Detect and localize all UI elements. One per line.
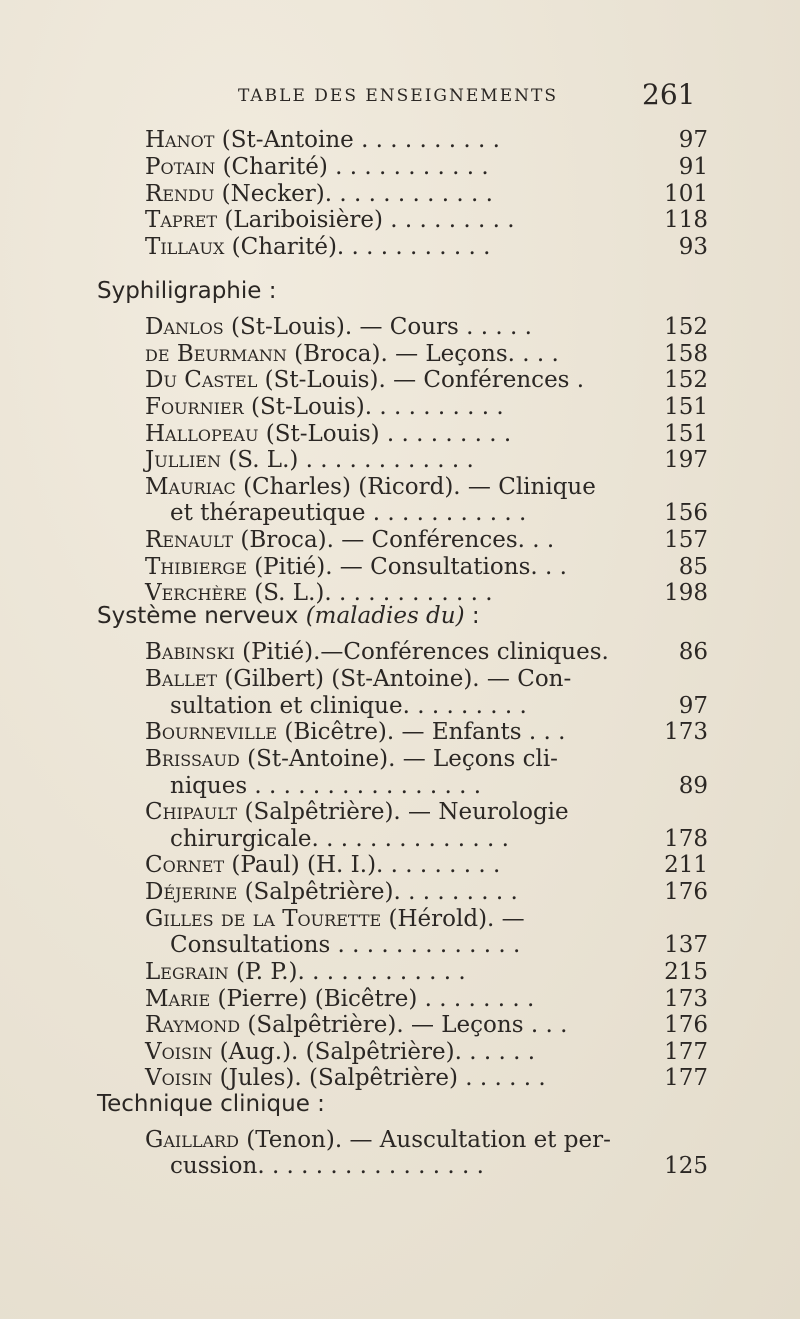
list-item: chirurgicale. . . . . . . . . . . . . . 178 [170, 826, 708, 852]
entry-page: 91 [678, 154, 708, 180]
list-item: Babinski (Pitié).—Conférences cliniques. 86 [145, 639, 708, 665]
entry-page: 137 [664, 932, 708, 958]
list-item: Jullien (S. L.) . . . . . . . . . . . . 197 [145, 447, 708, 473]
list-item: Du Castel (St-Louis). — Conférences . 152 [145, 367, 708, 393]
author-name: Hanot [145, 127, 215, 153]
list-item: de Beurmann (Broca). — Leçons. . . . 158 [145, 341, 708, 367]
list-item: Hanot (St-Antoine . . . . . . . . . . 97 [145, 127, 708, 153]
list-item: niques . . . . . . . . . . . . . . . . 89 [170, 773, 708, 799]
entry-page: 211 [664, 852, 708, 878]
entry-page: 177 [664, 1065, 708, 1091]
entry-page: 93 [678, 234, 708, 260]
list-item: Rendu (Necker). . . . . . . . . . . . 101 [145, 181, 708, 207]
entry-page: 158 [664, 341, 708, 367]
author-name: Thibierge [145, 554, 247, 580]
entry-page: 198 [664, 580, 708, 606]
author-name: Fournier [145, 394, 244, 420]
author-name: Du Castel [145, 367, 258, 393]
list-item: Marie (Pierre) (Bicêtre) . . . . . . . . 173 [145, 986, 708, 1012]
list-item: Renault (Broca). — Conférences. . . 157 [145, 527, 708, 553]
list-item: Mauriac (Charles) (Ricord). — Clinique [145, 474, 596, 500]
entry-page: 197 [664, 447, 708, 473]
author-name: Raymond [145, 1012, 241, 1038]
author-name: Voisin [145, 1065, 213, 1091]
section-heading-systeme-nerveux: Système nerveux (maladies du) : [97, 603, 480, 629]
list-item: cussion. . . . . . . . . . . . . . . . 125 [170, 1153, 708, 1179]
list-item: Ballet (Gilbert) (St-Antoine). — Con- [145, 666, 572, 692]
list-item: Bourneville (Bicêtre). — Enfants . . . 173 [145, 719, 708, 745]
entry-page: 176 [664, 1012, 708, 1038]
entry-page: 118 [664, 207, 708, 233]
list-item: Thibierge (Pitié). — Consultations. . . 85 [145, 554, 708, 580]
list-item: Legrain (P. P.). . . . . . . . . . . . 215 [145, 959, 708, 985]
author-name: Chipault [145, 799, 238, 825]
entry-page: 173 [664, 986, 708, 1012]
list-item: Déjerine (Salpêtrière). . . . . . . . . 176 [145, 879, 708, 905]
author-name: Brissaud [145, 746, 240, 772]
entry-page: 177 [664, 1039, 708, 1065]
list-item: Hallopeau (St-Louis) . . . . . . . . . 151 [145, 421, 708, 447]
author-name: Danlos [145, 314, 224, 340]
list-item: Voisin (Jules). (Salpêtrière) . . . . . . 177 [145, 1065, 708, 1091]
list-item: Raymond (Salpêtrière). — Leçons . . . 176 [145, 1012, 708, 1038]
list-item: Consultations . . . . . . . . . . . . . 137 [170, 932, 708, 958]
list-item: Chipault (Salpêtrière). — Neurologie [145, 799, 569, 825]
section-heading-syphiligraphie: Syphiligraphie : [97, 278, 277, 304]
entry-page: 97 [678, 693, 708, 719]
entry-page: 157 [664, 527, 708, 553]
running-title: TABLE DES ENSEIGNEMENTS [238, 86, 558, 106]
list-item: Danlos (St-Louis). — Cours . . . . . 152 [145, 314, 708, 340]
entry-page: 151 [664, 421, 708, 447]
entry-page: 215 [664, 959, 708, 985]
author-name: Cornet [145, 852, 225, 878]
author-name: de Beurmann [145, 341, 287, 367]
entry-page: 101 [664, 181, 708, 207]
author-name: Potain [145, 154, 216, 180]
author-name: Gilles de la Tourette [145, 906, 382, 932]
list-item: Tapret (Lariboisière) . . . . . . . . . 118 [145, 207, 708, 233]
list-item: Tillaux (Charité). . . . . . . . . . . 93 [145, 234, 708, 260]
list-item: Verchère (S. L.). . . . . . . . . . . . 198 [145, 580, 708, 606]
list-item: Gilles de la Tourette (Hérold). — [145, 906, 525, 932]
author-name: Rendu [145, 181, 215, 207]
section-heading-technique-clinique: Technique clinique : [97, 1091, 325, 1117]
page-header [0, 78, 800, 118]
author-name: Mauriac [145, 474, 236, 500]
author-name: Hallopeau [145, 421, 259, 447]
list-item: Voisin (Aug.). (Salpêtrière). . . . . . 177 [145, 1039, 708, 1065]
entry-page: 173 [664, 719, 708, 745]
entry-page: 156 [664, 500, 708, 526]
author-name: Babinski [145, 639, 235, 665]
author-name: Jullien [145, 447, 221, 473]
list-item: Potain (Charité) . . . . . . . . . . . 91 [145, 154, 708, 180]
author-name: Marie [145, 986, 211, 1012]
author-name: Tillaux [145, 234, 225, 260]
author-name: Voisin [145, 1039, 213, 1065]
entry-page: 86 [678, 639, 708, 665]
author-name: Renault [145, 527, 234, 553]
author-name: Verchère [145, 580, 247, 606]
entry-page: 152 [664, 367, 708, 393]
list-item: Gaillard (Tenon). — Auscultation et per- [145, 1127, 611, 1153]
list-item: Brissaud (St-Antoine). — Leçons cli- [145, 746, 558, 772]
author-name: Legrain [145, 959, 229, 985]
entry-page: 178 [664, 826, 708, 852]
list-item: Cornet (Paul) (H. I.). . . . . . . . . 211 [145, 852, 708, 878]
entry-page: 176 [664, 879, 708, 905]
author-name: Tapret [145, 207, 218, 233]
list-item: sultation et clinique. . . . . . . . . 97 [170, 693, 708, 719]
page-number: 261 [642, 78, 696, 111]
entry-page: 125 [664, 1153, 708, 1179]
list-item: Fournier (St-Louis). . . . . . . . . . 151 [145, 394, 708, 420]
author-name: Ballet [145, 666, 218, 692]
entry-page: 89 [678, 773, 708, 799]
entry-page: 152 [664, 314, 708, 340]
author-name: Déjerine [145, 879, 238, 905]
author-name: Gaillard [145, 1127, 239, 1153]
author-name: Bourneville [145, 719, 278, 745]
entry-page: 151 [664, 394, 708, 420]
list-item: et thérapeutique . . . . . . . . . . . 156 [170, 500, 708, 526]
entry-page: 97 [678, 127, 708, 153]
entry-page: 85 [678, 554, 708, 580]
